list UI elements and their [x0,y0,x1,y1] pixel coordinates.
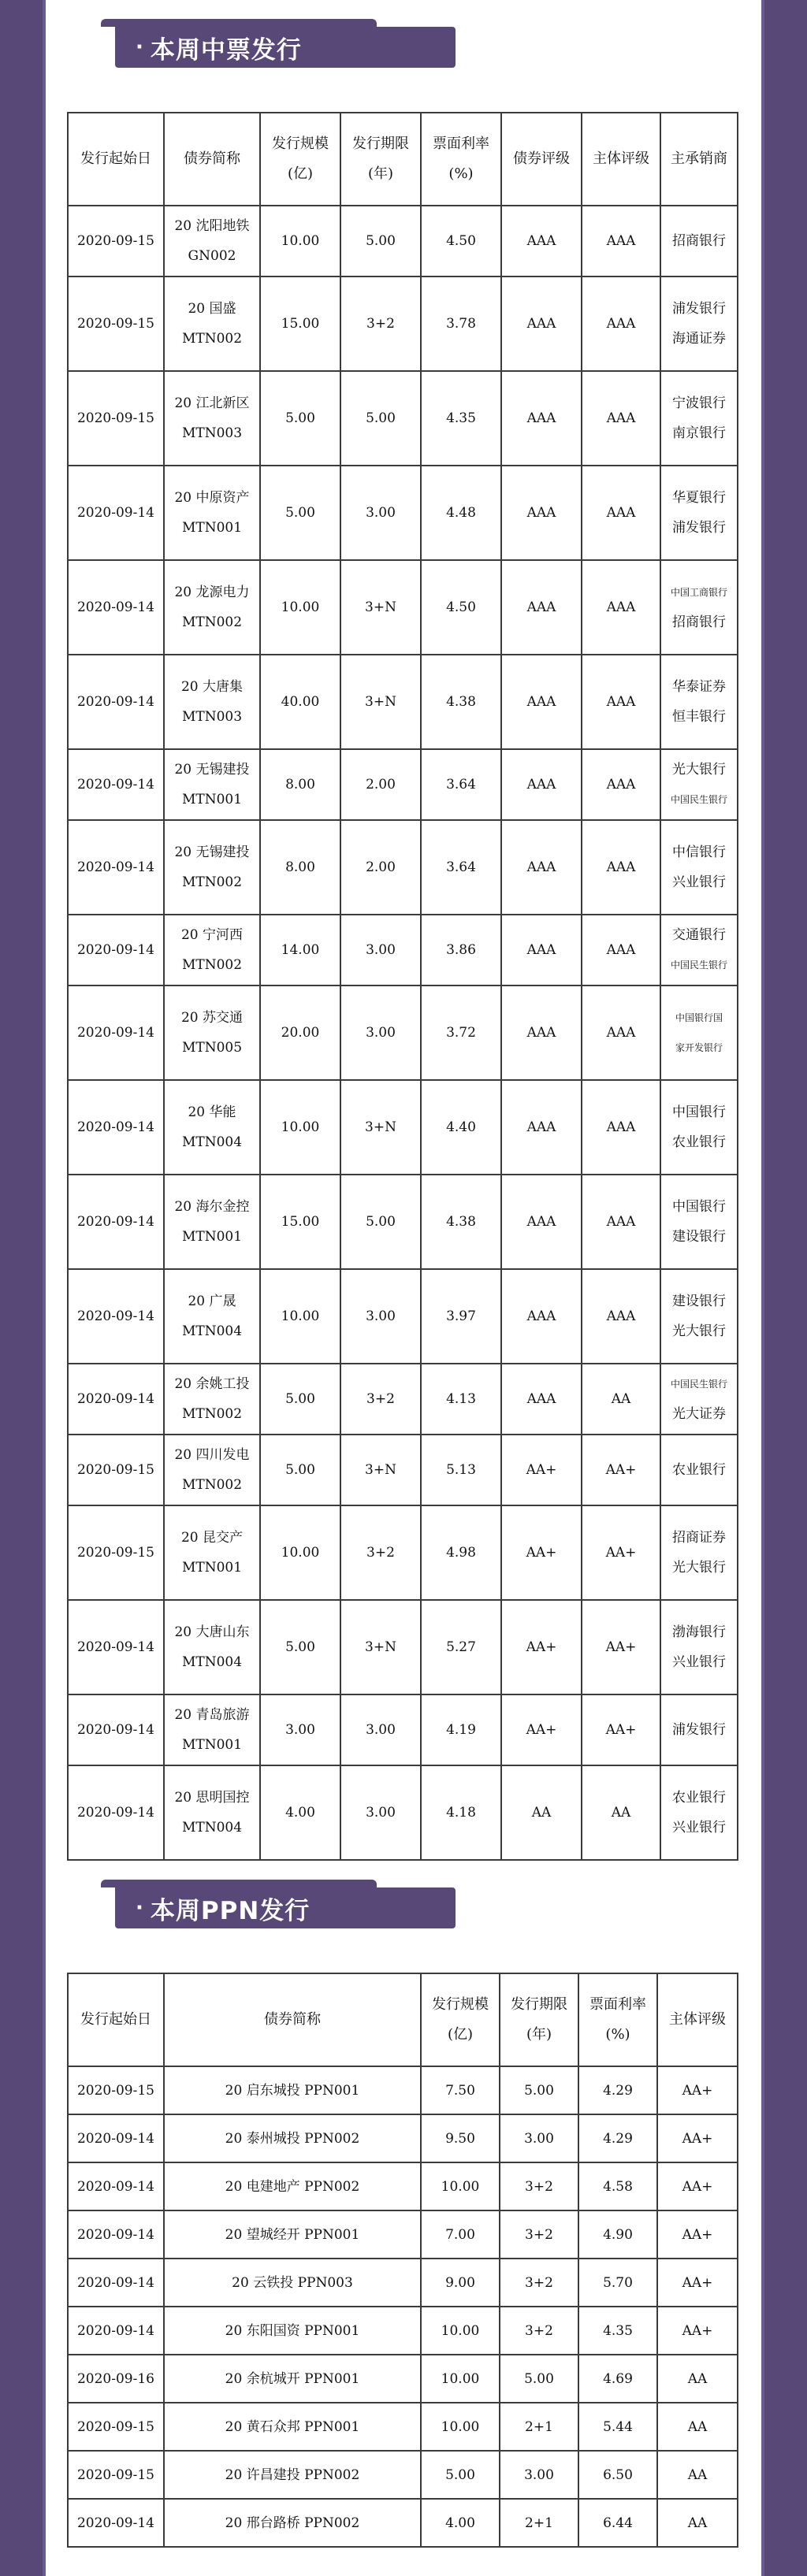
cell-term: 5.00 [340,371,421,466]
cell-term: 3.00 [340,1694,421,1765]
col-header-term: 发行期限 (年) [500,1973,578,2066]
cell-rate: 4.29 [578,2114,657,2162]
cell-bond-rating: AAA [501,371,582,466]
cell-date: 2020-09-14 [68,1765,164,1860]
cell-size: 14.00 [260,915,340,985]
cell-issuer-rating: AA [657,2499,738,2547]
cell-size: 8.00 [260,749,340,820]
cell-underwriter: 交通银行 中国民生银行 [660,915,738,985]
cell-date: 2020-09-14 [68,2259,164,2307]
table-row [68,2451,738,2499]
cell-date: 2020-09-14 [68,820,164,915]
cell-size: 5.00 [260,466,340,560]
cell-term: 5.00 [500,2355,578,2403]
cell-underwriter: 光大银行 中国民生银行 [660,749,738,820]
cell-issuer-rating: AAA [582,655,660,749]
table-row [68,1435,738,1505]
cell-bond-name: 20 无锡建投 MTN002 [164,820,260,915]
cell-size: 10.00 [421,2355,500,2403]
cell-term: 2+1 [500,2403,578,2451]
table-row [68,1694,738,1765]
cell-size: 20.00 [260,985,340,1080]
col-header-issuer-rating: 主体评级 [657,1973,738,2066]
cell-rate: 3.97 [421,1269,501,1364]
cell-issuer-rating: AA+ [657,2307,738,2355]
cell-size: 10.00 [421,2307,500,2355]
cell-term: 3+N [340,560,421,655]
cell-size: 5.00 [260,371,340,466]
cell-underwriter: 建设银行 光大银行 [660,1269,738,1364]
cell-bond-name: 20 思明国控 MTN004 [164,1765,260,1860]
cell-rate: 4.69 [578,2355,657,2403]
cell-issuer-rating: AAA [582,371,660,466]
col-header-date: 发行起始日 [68,1973,164,2066]
table-row [68,2066,738,2114]
cell-rate: 4.58 [578,2162,657,2210]
bullet-icon: · [136,1896,144,1920]
cell-bond-rating: AAA [501,985,582,1080]
cell-rate: 5.27 [421,1600,501,1694]
header-bar [115,1887,456,1928]
table-row [68,2259,738,2307]
cell-term: 5.00 [500,2066,578,2114]
cell-term: 3+2 [500,2259,578,2307]
cell-date: 2020-09-15 [68,2451,164,2499]
col-header-name: 债券简称 [164,113,260,206]
cell-date: 2020-09-15 [68,1435,164,1505]
cell-rate: 6.50 [578,2451,657,2499]
cell-underwriter: 浦发银行 海通证券 [660,277,738,371]
cell-term: 5.00 [340,206,421,277]
cell-date: 2020-09-14 [68,2210,164,2259]
cell-term: 3+N [340,1600,421,1694]
cell-rate: 3.86 [421,915,501,985]
bullet-icon: · [136,35,144,59]
cell-date: 2020-09-14 [68,1694,164,1765]
mtn-section-header [101,19,456,68]
cell-bond-name: 20 邢台路桥 PPN002 [164,2499,421,2547]
cell-rate: 4.38 [421,655,501,749]
cell-underwriter: 招商银行 [660,206,738,277]
header-tab-decoration [101,1880,377,1887]
cell-size: 7.00 [421,2210,500,2259]
cell-date: 2020-09-14 [68,2307,164,2355]
cell-bond-name: 20 龙源电力 MTN002 [164,560,260,655]
cell-term: 3.00 [500,2451,578,2499]
cell-term: 3.00 [340,1269,421,1364]
cell-underwriter: 中国银行 建设银行 [660,1175,738,1269]
cell-date: 2020-09-16 [68,2355,164,2403]
cell-date: 2020-09-14 [68,2499,164,2547]
cell-issuer-rating: AA+ [582,1505,660,1600]
cell-issuer-rating: AAA [582,915,660,985]
cell-underwriter: 农业银行 兴业银行 [660,1765,738,1860]
cell-term: 3+N [340,1080,421,1175]
col-header-rate: 票面利率 (%) [421,113,501,206]
cell-size: 10.00 [260,1505,340,1600]
cell-rate: 4.35 [421,371,501,466]
cell-bond-name: 20 中原资产 MTN001 [164,466,260,560]
cell-bond-rating: AAA [501,655,582,749]
cell-size: 10.00 [260,560,340,655]
table-row [68,2499,738,2547]
cell-date: 2020-09-15 [68,2066,164,2114]
col-header-size: 发行规模 (亿) [260,113,340,206]
cell-bond-rating: AAA [501,1175,582,1269]
cell-term: 5.00 [340,1175,421,1269]
cell-rate: 4.35 [578,2307,657,2355]
cell-rate: 4.50 [421,560,501,655]
table-row [68,277,738,371]
cell-bond-name: 20 国盛 MTN002 [164,277,260,371]
cell-rate: 3.72 [421,985,501,1080]
cell-bond-name: 20 云铁投 PPN003 [164,2259,421,2307]
cell-rate: 4.18 [421,1765,501,1860]
cell-date: 2020-09-14 [68,1080,164,1175]
cell-term: 2+1 [500,2499,578,2547]
table-row [68,1505,738,1600]
mtn-header-row [68,113,738,206]
cell-rate: 4.19 [421,1694,501,1765]
table-row [68,655,738,749]
cell-underwriter: 宁波银行 南京银行 [660,371,738,466]
cell-bond-name: 20 启东城投 PPN001 [164,2066,421,2114]
cell-bond-name: 20 青岛旅游 MTN001 [164,1694,260,1765]
table-row [68,1364,738,1435]
cell-underwriter: 渤海银行 兴业银行 [660,1600,738,1694]
cell-term: 3+2 [500,2162,578,2210]
col-header-bond-rating: 债券评级 [501,113,582,206]
cell-size: 3.00 [260,1694,340,1765]
cell-term: 3+2 [500,2210,578,2259]
cell-issuer-rating: AAA [582,1269,660,1364]
table-row [68,1080,738,1175]
cell-bond-name: 20 苏交通 MTN005 [164,985,260,1080]
cell-size: 9.00 [421,2259,500,2307]
cell-date: 2020-09-15 [68,371,164,466]
ppn-section-title: 本周PPN发行 [150,1896,311,1925]
cell-bond-rating: AAA [501,1080,582,1175]
cell-bond-name: 20 大唐山东 MTN004 [164,1600,260,1694]
cell-term: 3.00 [500,2114,578,2162]
cell-size: 7.50 [421,2066,500,2114]
cell-size: 5.00 [260,1435,340,1505]
table-row [68,2162,738,2210]
cell-date: 2020-09-14 [68,560,164,655]
table-row [68,2114,738,2162]
cell-bond-name: 20 东阳国资 PPN001 [164,2307,421,2355]
cell-rate: 4.50 [421,206,501,277]
header-tab-decoration [101,19,377,27]
col-header-size: 发行规模 (亿) [421,1973,500,2066]
table-row [68,371,738,466]
mtn-section-title: 本周中票发行 [150,35,302,65]
table-row [68,985,738,1080]
cell-underwriter: 中信银行 兴业银行 [660,820,738,915]
cell-bond-name: 20 华能 MTN004 [164,1080,260,1175]
cell-rate: 6.44 [578,2499,657,2547]
cell-underwriter: 招商证券 光大银行 [660,1505,738,1600]
cell-issuer-rating: AA+ [582,1600,660,1694]
col-header-date: 发行起始日 [68,113,164,206]
cell-issuer-rating: AAA [582,466,660,560]
cell-term: 3.00 [340,915,421,985]
cell-bond-rating: AAA [501,820,582,915]
cell-term: 3.00 [340,466,421,560]
ppn-issuance-table [67,1973,738,2548]
cell-issuer-rating: AA+ [582,1435,660,1505]
table-row [68,2403,738,2451]
cell-underwriter: 华夏银行 浦发银行 [660,466,738,560]
cell-issuer-rating: AA+ [657,2210,738,2259]
cell-rate: 4.90 [578,2210,657,2259]
cell-issuer-rating: AA [582,1364,660,1435]
table-row [68,820,738,915]
cell-bond-name: 20 海尔金控 MTN001 [164,1175,260,1269]
cell-term: 3+2 [340,1505,421,1600]
cell-size: 10.00 [260,206,340,277]
cell-date: 2020-09-15 [68,1505,164,1600]
cell-date: 2020-09-14 [68,466,164,560]
table-row [68,2355,738,2403]
cell-date: 2020-09-14 [68,1600,164,1694]
cell-rate: 4.38 [421,1175,501,1269]
cell-underwriter: 农业银行 [660,1435,738,1505]
cell-size: 10.00 [260,1080,340,1175]
cell-rate: 4.13 [421,1364,501,1435]
cell-underwriter: 中国银行国 家开发银行 [660,985,738,1080]
cell-bond-rating: AA+ [501,1694,582,1765]
cell-term: 2.00 [340,820,421,915]
table-row [68,1600,738,1694]
cell-rate: 4.98 [421,1505,501,1600]
cell-date: 2020-09-14 [68,2162,164,2210]
cell-bond-name: 20 望城经开 PPN001 [164,2210,421,2259]
cell-bond-name: 20 大唐集 MTN003 [164,655,260,749]
cell-bond-name: 20 余杭城开 PPN001 [164,2355,421,2403]
table-row [68,1765,738,1860]
cell-issuer-rating: AAA [582,560,660,655]
cell-issuer-rating: AA+ [657,2066,738,2114]
cell-size: 8.00 [260,820,340,915]
cell-date: 2020-09-15 [68,2403,164,2451]
cell-term: 3+2 [340,277,421,371]
table-row [68,560,738,655]
cell-issuer-rating: AAA [582,749,660,820]
cell-term: 3+2 [340,1364,421,1435]
table-row [68,915,738,985]
cell-underwriter: 中国工商银行 招商银行 [660,560,738,655]
cell-size: 4.00 [421,2499,500,2547]
col-header-issuer-rating: 主体评级 [582,113,660,206]
cell-date: 2020-09-14 [68,1175,164,1269]
cell-size: 10.00 [421,2162,500,2210]
cell-bond-name: 20 四川发电 MTN002 [164,1435,260,1505]
cell-date: 2020-09-14 [68,2114,164,2162]
cell-size: 5.00 [421,2451,500,2499]
cell-date: 2020-09-14 [68,915,164,985]
table-row [68,206,738,277]
cell-size: 10.00 [421,2403,500,2451]
cell-term: 2.00 [340,749,421,820]
cell-underwriter: 中国银行 农业银行 [660,1080,738,1175]
cell-bond-name: 20 余姚工投 MTN002 [164,1364,260,1435]
cell-bond-rating: AAA [501,277,582,371]
col-header-term: 发行期限 (年) [340,113,421,206]
cell-date: 2020-09-15 [68,206,164,277]
cell-bond-rating: AA+ [501,1505,582,1600]
cell-term: 3.00 [340,985,421,1080]
cell-issuer-rating: AAA [582,820,660,915]
cell-date: 2020-09-14 [68,1269,164,1364]
cell-bond-rating: AAA [501,915,582,985]
table-row [68,1269,738,1364]
cell-term: 3.00 [340,1765,421,1860]
cell-size: 9.50 [421,2114,500,2162]
cell-bond-name: 20 昆交产 MTN001 [164,1505,260,1600]
cell-rate: 4.40 [421,1080,501,1175]
cell-underwriter: 中国民生银行 光大证券 [660,1364,738,1435]
cell-issuer-rating: AA [582,1765,660,1860]
cell-bond-rating: AAA [501,1364,582,1435]
cell-size: 15.00 [260,1175,340,1269]
cell-date: 2020-09-15 [68,277,164,371]
table-row [68,2307,738,2355]
cell-date: 2020-09-14 [68,1364,164,1435]
col-header-rate: 票面利率 (%) [578,1973,657,2066]
cell-issuer-rating: AAA [582,206,660,277]
cell-rate: 3.78 [421,277,501,371]
cell-bond-name: 20 江北新区 MTN003 [164,371,260,466]
cell-issuer-rating: AA [657,2355,738,2403]
cell-issuer-rating: AA [657,2451,738,2499]
ppn-section-header [101,1880,456,1928]
cell-issuer-rating: AA+ [582,1694,660,1765]
cell-size: 40.00 [260,655,340,749]
cell-issuer-rating: AAA [582,277,660,371]
right-border-rail [761,0,807,2576]
col-header-name: 债券简称 [164,1973,421,2066]
cell-underwriter: 华泰证券 恒丰银行 [660,655,738,749]
table-row [68,1175,738,1269]
cell-bond-name: 20 广晟 MTN004 [164,1269,260,1364]
col-header-underwriter: 主承销商 [660,113,738,206]
cell-bond-name: 20 无锡建投 MTN001 [164,749,260,820]
cell-rate: 5.70 [578,2259,657,2307]
cell-rate: 3.64 [421,749,501,820]
cell-bond-name: 20 电建地产 PPN002 [164,2162,421,2210]
cell-bond-name: 20 黄石众邦 PPN001 [164,2403,421,2451]
ppn-header-row [68,1973,738,2066]
mtn-issuance-table [67,112,738,1861]
cell-bond-name: 20 沈阳地铁 GN002 [164,206,260,277]
cell-size: 15.00 [260,277,340,371]
cell-issuer-rating: AA+ [657,2259,738,2307]
cell-size: 5.00 [260,1364,340,1435]
cell-issuer-rating: AA [657,2403,738,2451]
cell-term: 3+N [340,655,421,749]
cell-issuer-rating: AAA [582,1175,660,1269]
cell-date: 2020-09-14 [68,749,164,820]
cell-bond-name: 20 宁河西 MTN002 [164,915,260,985]
cell-size: 10.00 [260,1269,340,1364]
cell-bond-rating: AAA [501,749,582,820]
cell-underwriter: 浦发银行 [660,1694,738,1765]
cell-date: 2020-09-14 [68,985,164,1080]
cell-term: 3+2 [500,2307,578,2355]
cell-issuer-rating: AAA [582,1080,660,1175]
table-row [68,2210,738,2259]
cell-size: 4.00 [260,1765,340,1860]
cell-bond-rating: AA+ [501,1435,582,1505]
left-border-rail [0,0,46,2576]
cell-rate: 3.64 [421,820,501,915]
cell-bond-rating: AA+ [501,1600,582,1694]
cell-bond-rating: AAA [501,206,582,277]
cell-bond-name: 20 许昌建投 PPN002 [164,2451,421,2499]
cell-bond-name: 20 泰州城投 PPN002 [164,2114,421,2162]
cell-bond-rating: AA [501,1765,582,1860]
cell-rate: 5.44 [578,2403,657,2451]
cell-bond-rating: AAA [501,466,582,560]
cell-date: 2020-09-14 [68,655,164,749]
cell-bond-rating: AAA [501,1269,582,1364]
cell-rate: 4.48 [421,466,501,560]
cell-issuer-rating: AA+ [657,2114,738,2162]
header-bar [115,27,456,68]
cell-rate: 5.13 [421,1435,501,1505]
cell-issuer-rating: AA+ [657,2162,738,2210]
table-row [68,466,738,560]
cell-bond-rating: AAA [501,560,582,655]
cell-rate: 4.29 [578,2066,657,2114]
cell-size: 5.00 [260,1600,340,1694]
cell-issuer-rating: AAA [582,985,660,1080]
table-row [68,749,738,820]
cell-term: 3+N [340,1435,421,1505]
